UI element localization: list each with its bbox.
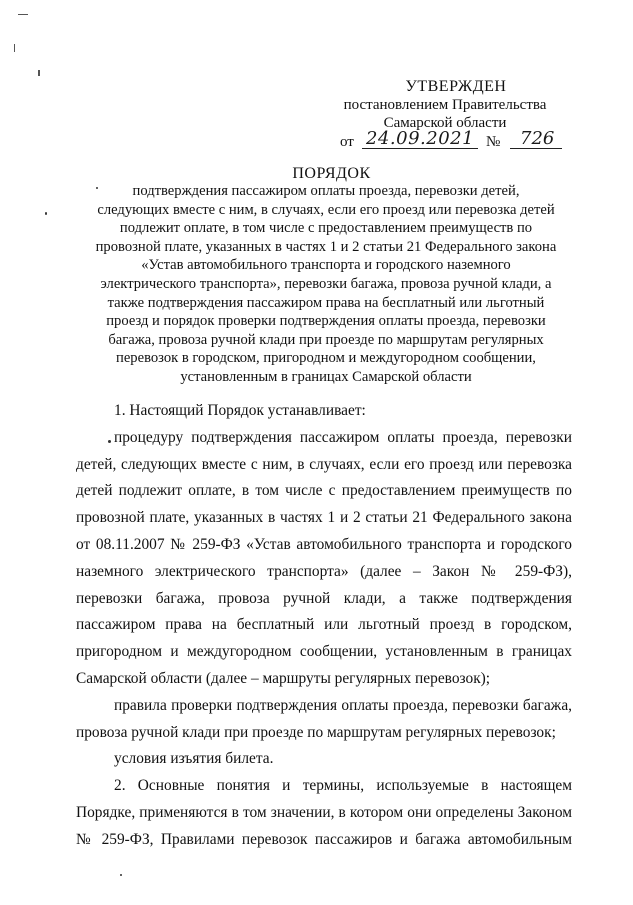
approval-date-number	[340, 128, 570, 154]
scan-dot	[45, 212, 47, 215]
scan-dot	[120, 874, 122, 876]
handwritten-number: 726	[520, 128, 555, 149]
approval-line-1: постановлением Правительства	[343, 97, 547, 113]
date-prefix: от	[340, 134, 354, 150]
paragraph-line: Самарской области (далее – маршруты регулярных перевозок);	[76, 669, 491, 687]
scan-mark	[18, 14, 28, 15]
approval-title: УТВЕРЖДЕН	[405, 78, 507, 95]
paragraph-line: № 259-ФЗ, Правилами перевозок пассажиров и багажа автомобильным	[76, 830, 572, 848]
paragraph-line: наземного электрического транспорта» (далее – Закон № 259-ФЗ),	[76, 562, 572, 580]
subtitle-line: багажа, провоза ручной клади при проезде по маршрутам регулярных	[108, 331, 544, 348]
scan-mark	[14, 44, 15, 52]
paragraph-line: пассажиром права на бесплатный или льготный проезд в городском,	[76, 616, 572, 634]
paragraph-line: детей, следующих вместе с ним, в случаях, если его проезд или перевозка	[76, 455, 572, 473]
subtitle-line: следующих вместе с ним, в случаях, если его проезд или перевозка детей	[97, 201, 555, 218]
subtitle-line: проезд и порядок проверки подтверждения оплаты проезда, перевозки	[106, 313, 546, 330]
subtitle-line: подтверждения пассажиром оплаты проезда, перевозки детей,	[132, 183, 520, 199]
paragraph-line: процедуру подтверждения пассажиром оплаты проезда, перевозки	[114, 428, 572, 446]
document-body	[76, 398, 572, 854]
subtitle-line: электрического транспорта», перевозки багажа, провоза ручной клади, а	[100, 275, 552, 292]
paragraph-line: условия изъятия билета.	[114, 750, 274, 768]
paragraph-line: от 08.11.2007 № 259-ФЗ «Устав автомобильного транспорта и городского	[76, 535, 572, 553]
paragraph-line: 2. Основные понятия и термины, используемые в настоящем	[114, 777, 572, 795]
scan-mark	[38, 70, 40, 76]
subtitle-line: установленным в границах Самарской области	[180, 368, 472, 385]
number-sign: №	[486, 134, 501, 150]
approval-block	[330, 78, 560, 132]
paragraph-line: провозной плате, указанных в частях 1 и 2 статьи 21 Федерального закона	[76, 509, 572, 527]
subtitle-line: провозной плате, указанных в частях 1 и 2 статьи 21 Федерального закона	[95, 238, 557, 255]
paragraph-line: детей подлежит оплате, в том числе с предоставлением преимуществ по	[76, 482, 572, 500]
paragraph-line: 1. Настоящий Порядок устанавливает:	[114, 402, 366, 419]
paragraph-line: Порядке, применяются в том значении, в котором они определены Законом	[76, 803, 572, 821]
paragraph-line: провоза ручной клади при проезде по маршрутам регулярных перевозок;	[76, 723, 556, 741]
paragraph-line: перевозки багажа, провоза ручной клади, а также подтверждения	[76, 589, 572, 607]
subtitle-line: также подтверждения пассажиром права на бесплатный или льготный	[107, 294, 545, 311]
document-title: ПОРЯДОК	[292, 165, 371, 182]
handwritten-date: 24.09.2021	[366, 128, 475, 149]
approval-line-2: Самарской области	[383, 115, 507, 131]
paragraph-line: правила проверки подтверждения оплаты проезда, перевозки багажа,	[114, 696, 572, 714]
subtitle-line: «Устав автомобильного транспорта и городского наземного	[141, 257, 511, 274]
document-subtitle	[60, 182, 592, 387]
subtitle-line: перевозок в городском, пригородном и междугородном сообщении,	[116, 350, 536, 367]
paragraph-line: пригородном и междугородном сообщении, установленным в границах	[76, 643, 572, 661]
subtitle-line: подлежит оплате, в том числе с предоставлением преимуществ по	[119, 220, 533, 237]
